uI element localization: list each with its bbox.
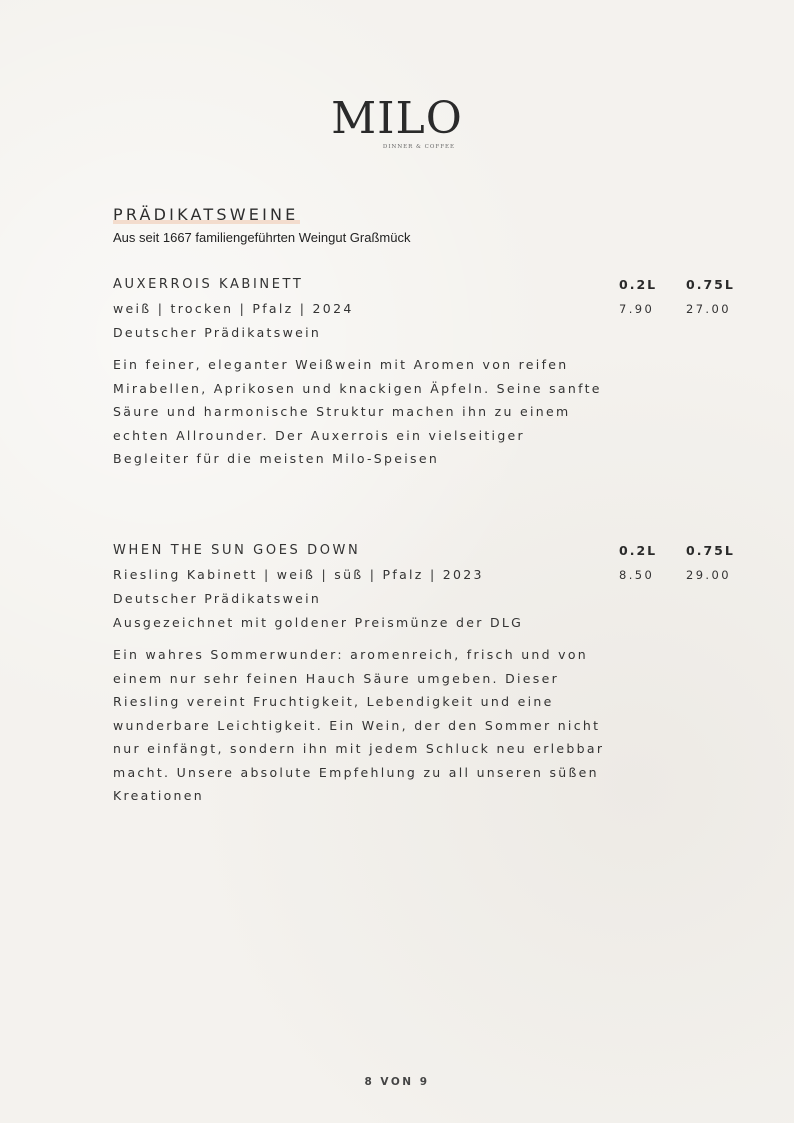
wine-award: Ausgezeichnet mit goldener Preismünze der DLG [113,615,524,630]
wine-name: AUXERROIS KABINETT [113,277,304,292]
wine-details: weiß | trocken | Pfalz | 2024 [113,301,354,316]
wine-details: Riesling Kabinett | weiß | süß | Pfalz | 2023 [113,567,484,582]
price: 8.50 [619,568,655,582]
price-table [619,273,756,321]
wine-classification: Deutscher Prädikatswein [113,591,322,606]
wine-description: Ein feiner, eleganter Weißwein mit Aromen von reifen Mirabellen, Aprikosen und knackigen Äpfeln. Seine sanfte Säure und harmonische Struktur machen ihn zu einem echten Allrounder. Der Auxerrois ein vielseitiger Begleiter für die meisten Milo-Speisen [113,357,602,466]
size-header: 0.2L [619,543,658,558]
section-subtitle: Aus seit 1667 familiengeführten Weingut Graßmück [113,230,411,245]
price: 29.00 [686,568,731,582]
wine-classification: Deutscher Prädikatswein [113,325,322,340]
wine-item [113,539,753,808]
wine-name: WHEN THE SUN GOES DOWN [113,543,361,558]
wine-item [113,273,753,471]
logo [0,93,794,150]
size-header: 0.75L [686,543,735,558]
wine-description: Ein wahres Sommerwunder: aromenreich, frisch und von einem nur sehr feinen Hauch Säure umgeben. Dieser Riesling vereint Fruchtigkeit, Lebendigkeit und eine wunderbare Leichtigkeit. Ein Wein, der den Sommer nicht nur einfängt, sondern ihn mit jedem Schluck neu erlebbar macht. Unsere absolute Empfehlung zu all unseren süßen Kreationen [113,647,605,803]
logo-tagline: DINNER & COFFEE [382,144,456,150]
page-number: 8 VON 9 [364,1076,430,1088]
logo-name: MILO [331,93,463,144]
price-table [619,539,756,587]
price: 7.90 [619,302,655,316]
section-title: PRÄDIKATSWEINE [113,205,299,224]
price: 27.00 [686,302,731,316]
size-header: 0.2L [619,277,658,292]
size-header: 0.75L [686,277,735,292]
